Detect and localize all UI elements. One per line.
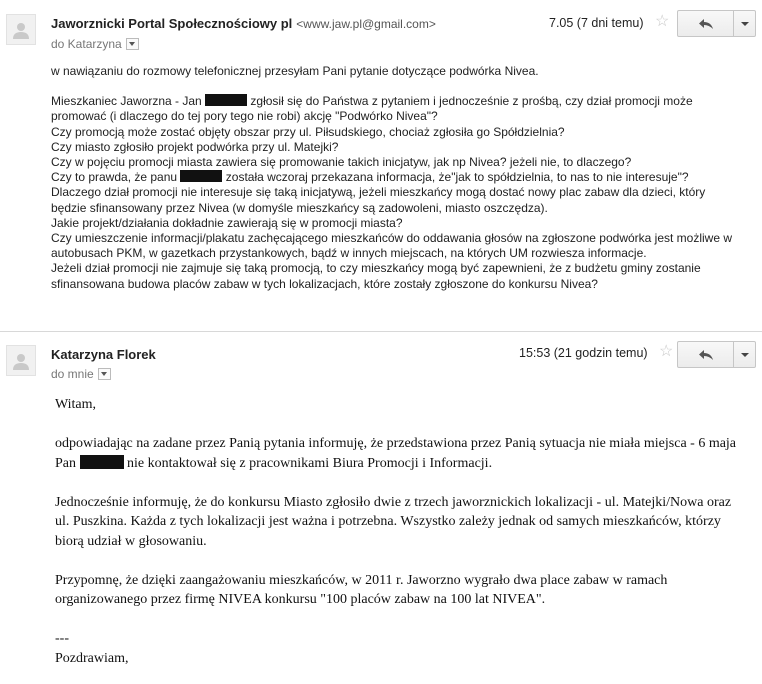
closing: Pozdrawiam, xyxy=(55,650,129,666)
message-1-intro: w nawiązaniu do rozmowy telefonicznej przesyłam Pani pytanie dotyczące podwórka Nivea. xyxy=(51,64,539,78)
sender-name-text: Jaworznicki Portal Społecznościowy pl xyxy=(51,16,293,31)
recipient-details-toggle[interactable] xyxy=(98,368,111,380)
more-options-button[interactable] xyxy=(734,342,755,367)
message-2-body xyxy=(55,395,745,668)
text-fragment: zgłosił się do Państwa z pytaniem i jednocześnie z prośbą, czy dział promocji może promować (i dlaczego do tej pory tego nie robi) akcję "Podwórko Nivea"? xyxy=(51,94,693,124)
redacted-name xyxy=(80,455,124,469)
text-fragment: Czy to prawda, że panu xyxy=(51,170,178,185)
question-2: Czy miasto zgłosiło projekt podwórka przy ul. Matejki? xyxy=(51,139,339,154)
message-1-body xyxy=(51,64,741,292)
question-1: Czy promocją może zostać objęty obszar przy ul. Piłsudskiego, chociaż zgłosiła go Spółdzielnia? xyxy=(51,124,565,139)
reply-button[interactable] xyxy=(678,342,734,367)
reply-button-group xyxy=(677,10,756,37)
question-7: Jeżeli dział promocji nie zajmuje się taką promocją, to czy mieszkańcy mogą być zapewnieni, że z budżetu gminy zostanie sfinansowana budowa placów zabaw w tych lokalizacjach, które zostały zgłoszone do konkursu Nivea? xyxy=(51,261,701,291)
text-fragment: odpowiadając na zadane przez Panią pytania informuję, że przedstawiona przez Panią sytuacja nie miała miejsca - 6 maja Pan xyxy=(55,436,737,471)
recipient-details-toggle[interactable] xyxy=(126,38,139,50)
star-outline-icon[interactable]: ☆ xyxy=(659,343,674,360)
text-fragment: Mieszkaniec Jaworzna - Jan xyxy=(51,94,202,109)
message-2-paragraph-3: Przypomnę, że dzięki zaangażowaniu mieszkańców, w 2011 r. Jaworzno wygrało dwa place zabaw w ramach organizowanego przez firmę NIVEA konkursu "100 placów zabaw na 100 lat NIVEA". xyxy=(55,572,668,607)
message-date: 7.05 (7 dni temu) xyxy=(549,16,644,30)
person-silhouette-icon xyxy=(12,21,30,39)
recipient-label: do Katarzyna xyxy=(51,37,122,51)
chevron-down-icon xyxy=(741,353,749,357)
message-2-paragraph-1 xyxy=(55,434,745,473)
sender-name[interactable]: Katarzyna Florek xyxy=(51,347,156,362)
message-1-paragraph xyxy=(51,94,741,124)
reply-arrow-icon xyxy=(698,18,714,30)
avatar xyxy=(6,345,36,376)
chevron-down-icon xyxy=(741,22,749,26)
reply-arrow-icon xyxy=(698,349,714,361)
recipient-line xyxy=(51,37,139,51)
question-6: Czy umieszczenie informacji/plakatu zachęcającego mieszkańców do oddawania głosów na zgłoszone podwórka jest możliwe w autobusach PKM, w gazetkach przystankowych, bądź w innych miejscach, na których UM rozwiesza informacje. xyxy=(51,231,733,261)
more-options-button[interactable] xyxy=(734,11,755,36)
redacted-name xyxy=(205,94,247,106)
reply-button-group xyxy=(677,341,756,368)
text-fragment: nie kontaktował się z pracownikami Biura Promocji i Informacji. xyxy=(127,455,493,471)
person-silhouette-icon xyxy=(12,352,30,370)
reply-button[interactable] xyxy=(678,11,734,36)
greeting: Witam, xyxy=(55,397,97,412)
sender-name[interactable] xyxy=(51,16,436,31)
message-2-paragraph-2: Jednocześnie informuję, że do konkursu Miasto zgłosiło dwie z trzech jaworznickich lokalizacji - ul. Matejki/Nowa oraz ul. Puszkina. Każda z tych lokalizacji jest ważna i potrzebna. Wszystko zależy jednak od samych mieszkańców, którzy biorą udział w głosowaniu. xyxy=(55,494,732,549)
star-outline-icon[interactable]: ☆ xyxy=(655,13,670,30)
text-fragment: została wczoraj przekazana informacja, że"jak to spółdzielnia, to nas to nie interesuje"? Dlaczego dział promocji nie interesuje się taką inicjatywą, jeżeli mieszkańcy mogą dostać nowy plac zabaw dla dzieci, który będzie sfinansowany przez Nivea (w domyśle mieszkańcy są zadowoleni, miasto oszczędza). xyxy=(51,170,706,215)
message-date: 15:53 (21 godzin temu) xyxy=(519,346,648,360)
question-5: Jakie projekt/działania dokładnie zawierają się w promocji miasta? xyxy=(51,215,403,230)
signature-separator: --- xyxy=(55,631,69,646)
sender-email: <www.jaw.pl@gmail.com> xyxy=(296,17,436,31)
question-3: Czy w pojęciu promocji miasta zawiera się promowanie takich inicjatyw, jak np Nivea? jeżeli nie, to dlaczego? xyxy=(51,155,632,170)
avatar xyxy=(6,14,36,45)
redacted-name xyxy=(180,170,222,182)
recipient-line xyxy=(51,367,111,381)
question-4 xyxy=(51,170,741,216)
recipient-label: do mnie xyxy=(51,367,94,381)
